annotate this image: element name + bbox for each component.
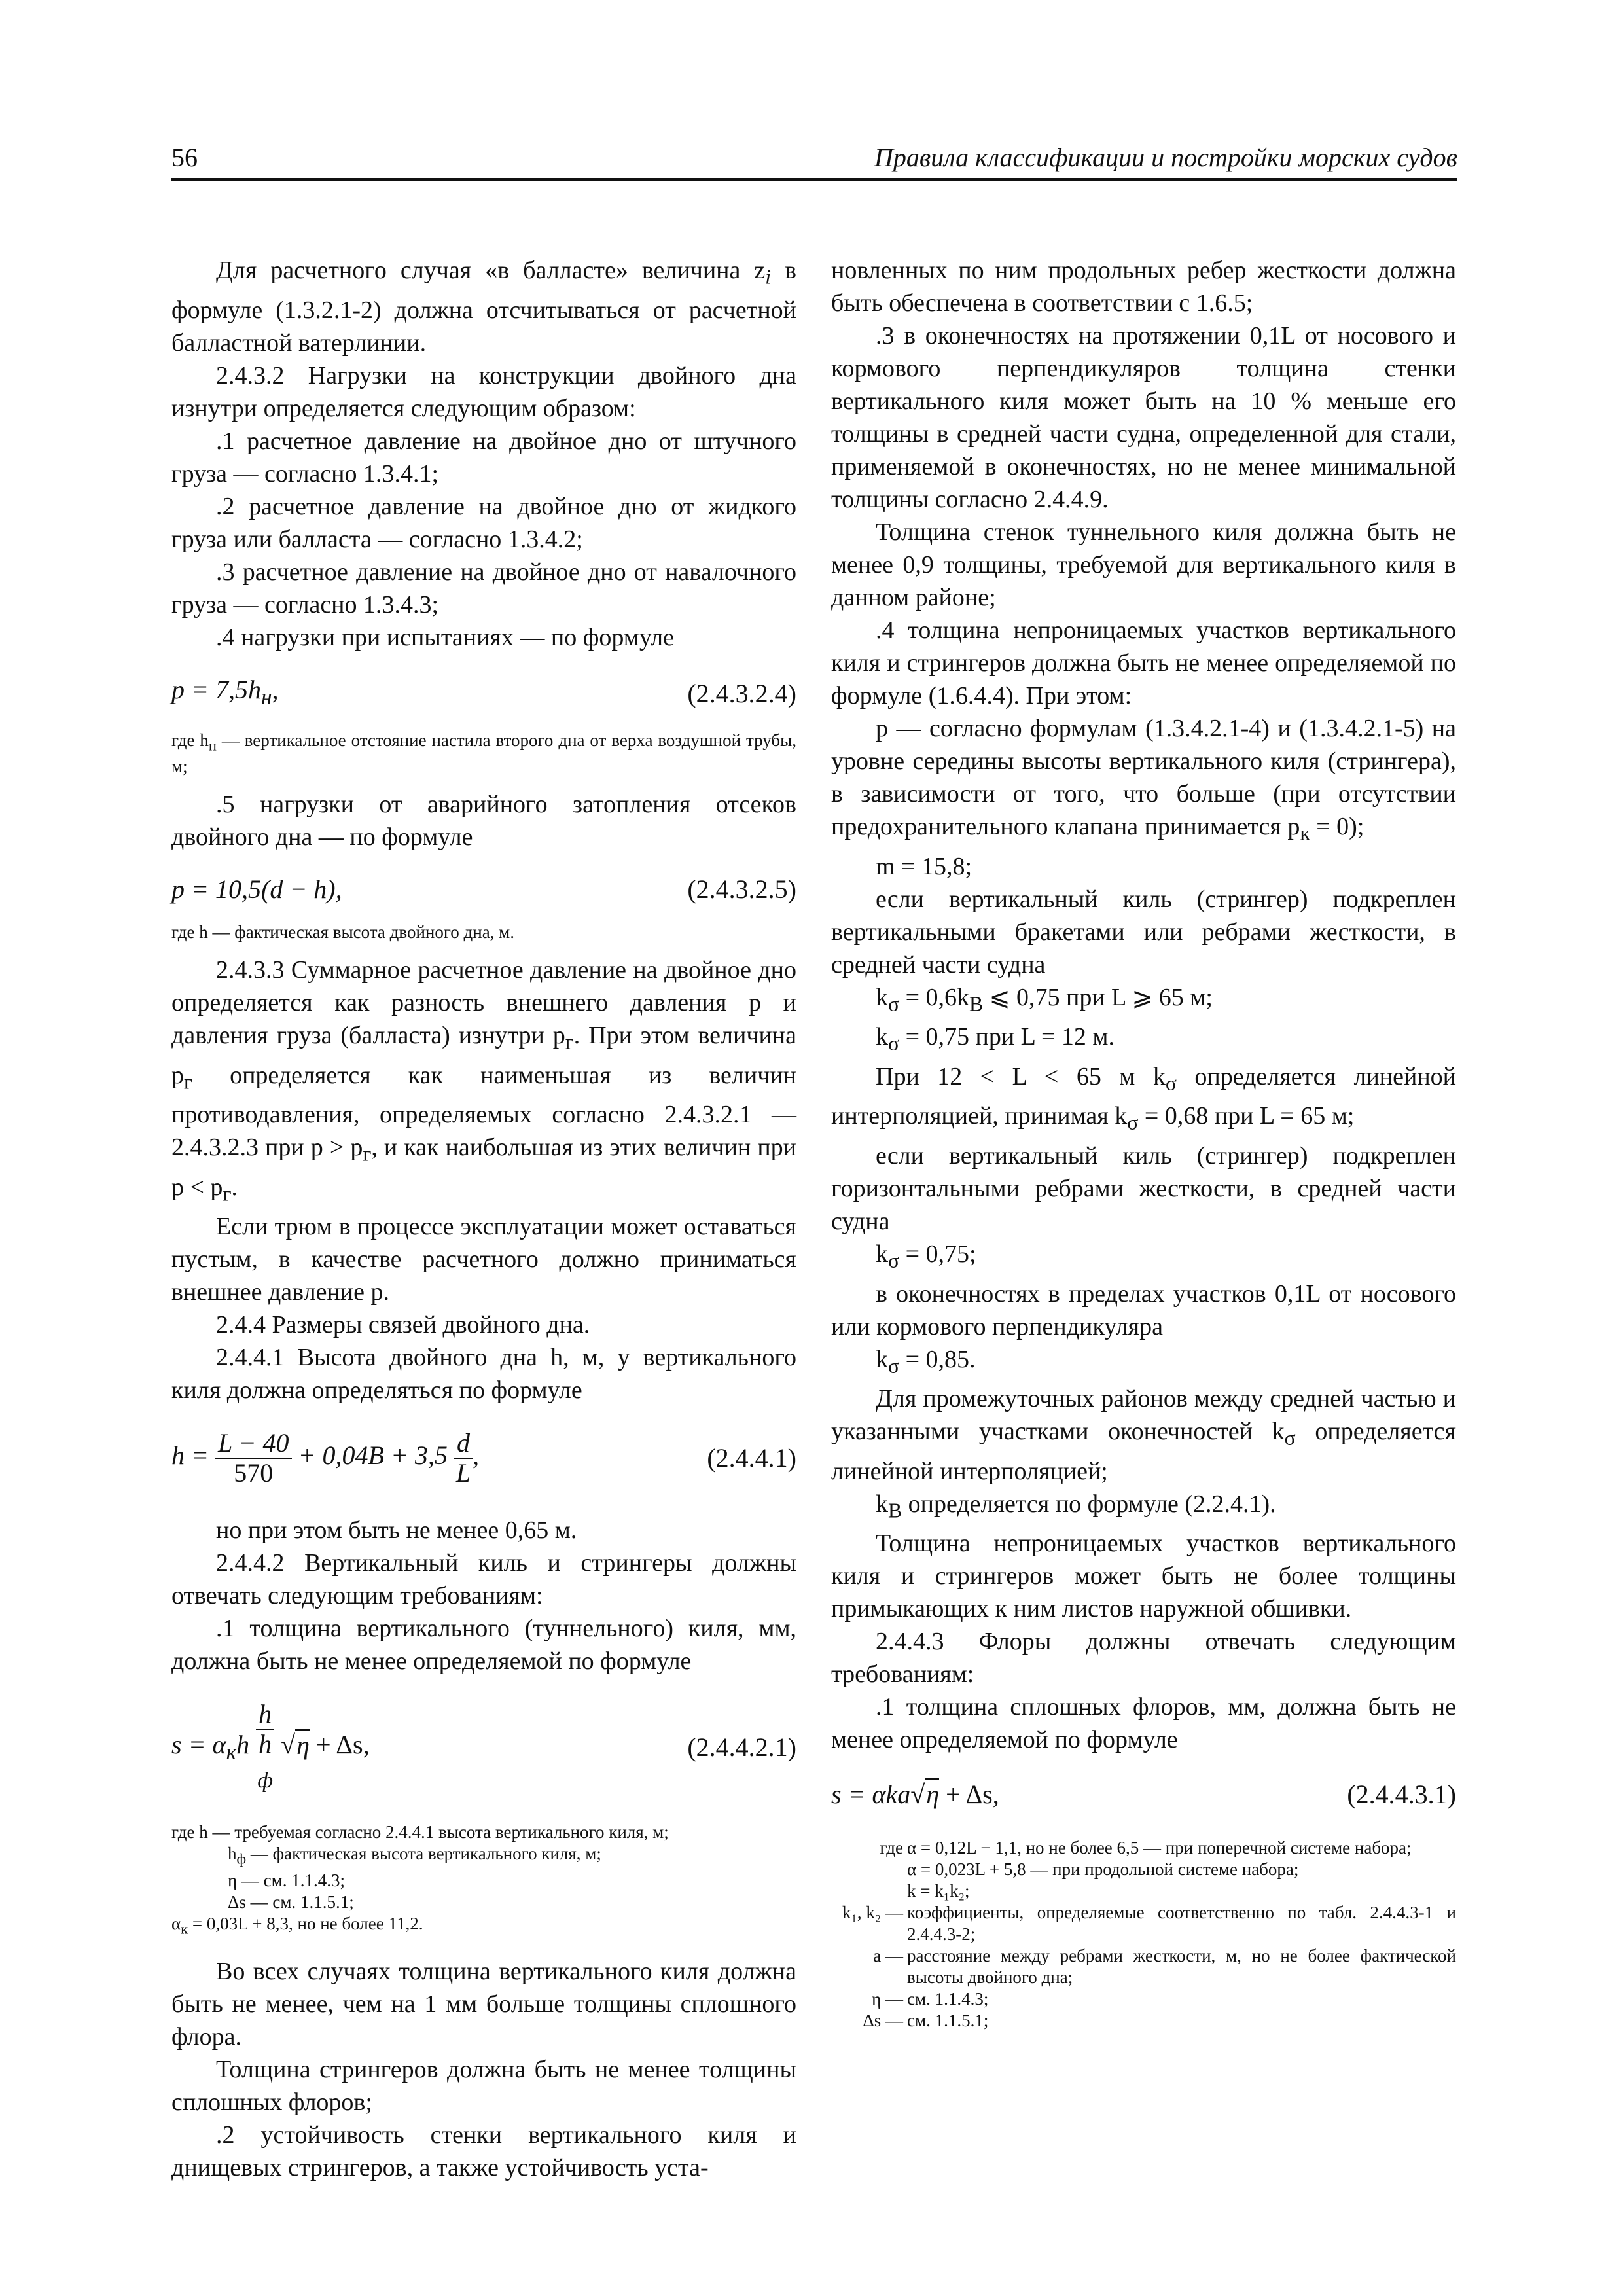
section-heading: 2.4.4 Размеры связей двойного дна. [216,1311,590,1339]
equation: $p = 7,5h_н$, (2.4.3.2.4) [171,674,796,709]
paragraph: если вертикальный киль (стрингер) подкреплен вертикальными бракетами или ребрами жесткости, в средней части судна [831,885,1456,978]
list-item: .3 в оконечностях на протяжении 0,1L от носового и кормового перпендикуляров толщина стенки вертикального киля может быть на 10 % меньше его толщины в средней части судна, определенной для стали, применяемой в оконечностях, но не менее минимальной толщины согласно 2.4.4.9. [831,322,1456,513]
paragraph: Толщина стрингеров должна быть не менее толщины сплошных флоров; [171,2056,796,2117]
paragraph: в оконечностях в пределах участков 0,1L от носового или кормового перпендикуляра [831,1280,1456,1340]
right-column [831,254,1456,2032]
paragraph: $k_\sigma = 0,75$ при L = 12 м. [876,1023,1115,1055]
list-item: .4 толщина непроницаемых участков вертикального киля и стрингеров должна быть не менее определяемой по формуле (1.6.4.4). При этом: [831,617,1456,709]
paragraph: Во всех случаях толщина вертикального киля должна быть не менее, чем на 1 мм больше толщины сплошного флора. [171,1958,796,2051]
paragraph: но при этом быть не менее 0,65 м. [216,1516,577,1545]
equation: p = 10,5(d − h), (2.4.3.2.5) [171,873,796,906]
equation: h = $\frac{L - 40}{570}$ + 0,04B + 3,5 $\frac{d}{L}$ , (2.4.4.1) [171,1428,796,1488]
paragraph: $k_\sigma = 0,6k_B$ ⩽ 0,75 при L ⩾ 65 м; [876,983,1213,1016]
paragraph: Если трюм в процессе эксплуатации может оставаться пустым, в качестве расчетного должно приниматься внешнее давление p. [171,1213,796,1306]
equation-note: где h — фактическая высота двойного дна, м. [171,922,515,942]
equation-number: (2.4.4.2.1) [687,1732,796,1763]
list-item: .1 толщина вертикального (туннельного) киля, мм, должна быть не менее определяемой по формуле [171,1615,796,1676]
paragraph: $k_B$ определяется по формуле (2.2.4.1). [876,1490,1276,1522]
paragraph: новленных по ним продольных ребер жесткости должна быть обеспечена в соответствии с 1.6.5; [831,257,1456,317]
equation-number: (2.4.4.3.1) [1347,1780,1456,1810]
paragraph: $k_\sigma = 0,85$. [876,1345,976,1378]
paragraph: 2.4.4.1 Высота двойного дна h, м, у вертикального киля должна определяться по формуле [171,1344,796,1405]
paragraph: 2.4.4.3 Флоры должны отвечать следующим требованиям: [831,1628,1456,1689]
equation-note: где α = 0,12L − 1,1, но не более 6,5 — при поперечной системе набора; α = 0,023L + 5,8 — при продольной системе набора; k = k₁k₂; k₁, k₂ — коэффициенты, определяемые соответственно по табл. 2.4.4.3-1 и 2.4.4.3-2; a — расстояние между ребрами жесткости, м, но не более фактической высоты двойного дна; η — см. 1.1.4.3; Δs — см. 1.1.5.1; [842,1838,1456,2031]
equation-note: где h — требуемая согласно 2.4.4.1 высота вертикального киля, м; $h_ф$ — фактическая высота вертикального киля, м; η — см. 1.1.4.3; Δs — см. 1.1.5.1; $\alpha_к = 0,03L + 8,3$, но не более 11,2. [171,1822,669,1937]
left-column [171,254,796,2184]
paragraph: p — согласно формулам (1.3.4.2.1-4) и (1.3.4.2.1-5) на уровне середины высоты вертикального киля (стрингера), в зависимости от того, что больше (при отсутствии предохранительного клапана принимается $p_к = 0$); [831,715,1456,845]
paragraph: m = 15,8; [876,852,972,880]
equation-number: (2.4.3.2.5) [687,874,796,904]
running-header [171,145,1457,181]
equation: s = αka√η + Δs, (2.4.4.3.1) [831,1778,1456,1811]
running-title: Правила классификации и постройки морских судов [874,143,1457,172]
list-item: .5 нагрузки от аварийного затопления отсеков двойного дна — по формуле [171,790,796,851]
list-item: .4 нагрузки при испытаниях — по формуле [216,623,675,651]
paragraph: 2.4.3.3 Суммарное расчетное давление на двойное дно определяется как разность внешнего давления p и давления груза (балласта) изнутри $p_г$. При этом величина $p_г$ определяется как наименьшая из величин противодавления, определяемых согласно 2.4.3.2.1 — 2.4.3.2.3 при $p > p_г$, и как наибольшая из этих величин при $p < p_г$. [171,956,796,1206]
paragraph: Для промежуточных районов между средней частью и указанными участками оконечностей $k_\sigma$ определяется линейной интерполяцией; [831,1385,1456,1485]
equation-number: (2.4.4.1) [707,1443,796,1473]
paragraph: При 12 < L < 65 м $k_\sigma$ определяется линейной интерполяцией, принимая $k_\sigma = 0,68$ при L = 65 м; [831,1062,1456,1134]
list-item: .2 устойчивость стенки вертикального киля и днищевых стрингеров, а также устойчивость уста- [171,2121,796,2182]
list-item: .2 расчетное давление на двойное дно от жидкого груза или балласта — согласно 1.3.4.2; [171,492,796,553]
paragraph: 2.4.4.2 Вертикальный киль и стрингеры должны отвечать следующим требованиям: [171,1549,796,1610]
paragraph: $k_\sigma = 0,75$; [876,1240,976,1272]
paragraph: Для расчетного случая «в балласте» величина $z_i$ в формуле (1.3.2.1-2) должна отсчитываться от расчетной балластной ватерлинии. [171,257,796,357]
list-item: .1 расчетное давление на двойное дно от штучного груза — согласно 1.3.4.1; [171,427,796,488]
equation: $s = \alpha_кh$ h h $_ф$ √η + Δs, (2.4.4.2.1) [171,1699,796,1793]
equation-number: (2.4.3.2.4) [687,678,796,708]
list-item: .3 расчетное давление на двойное дно от навалочного груза — согласно 1.3.4.3; [171,558,796,619]
page-number: 56 [171,143,198,172]
paragraph: Толщина стенок туннельного киля должна быть не менее 0,9 толщины, требуемой для вертикального киля в данном районе; [831,518,1456,611]
equation-note: где $h_н$ — вертикальное отстояние настила второго дна от верха воздушной трубы, м; [171,730,796,776]
list-item: .1 толщина сплошных флоров, мм, должна быть не менее определяемой по формуле [831,1693,1456,1754]
paragraph: 2.4.3.2 Нагрузки на конструкции двойного дна изнутри определяется следующим образом: [171,361,796,422]
paragraph: если вертикальный киль (стрингер) подкреплен горизонтальными ребрами жесткости, в средней части судна [831,1141,1456,1235]
paragraph: Толщина непроницаемых участков вертикального киля и стрингеров может быть не более толщины примыкающих к ним листов наружной обшивки. [831,1530,1456,1623]
